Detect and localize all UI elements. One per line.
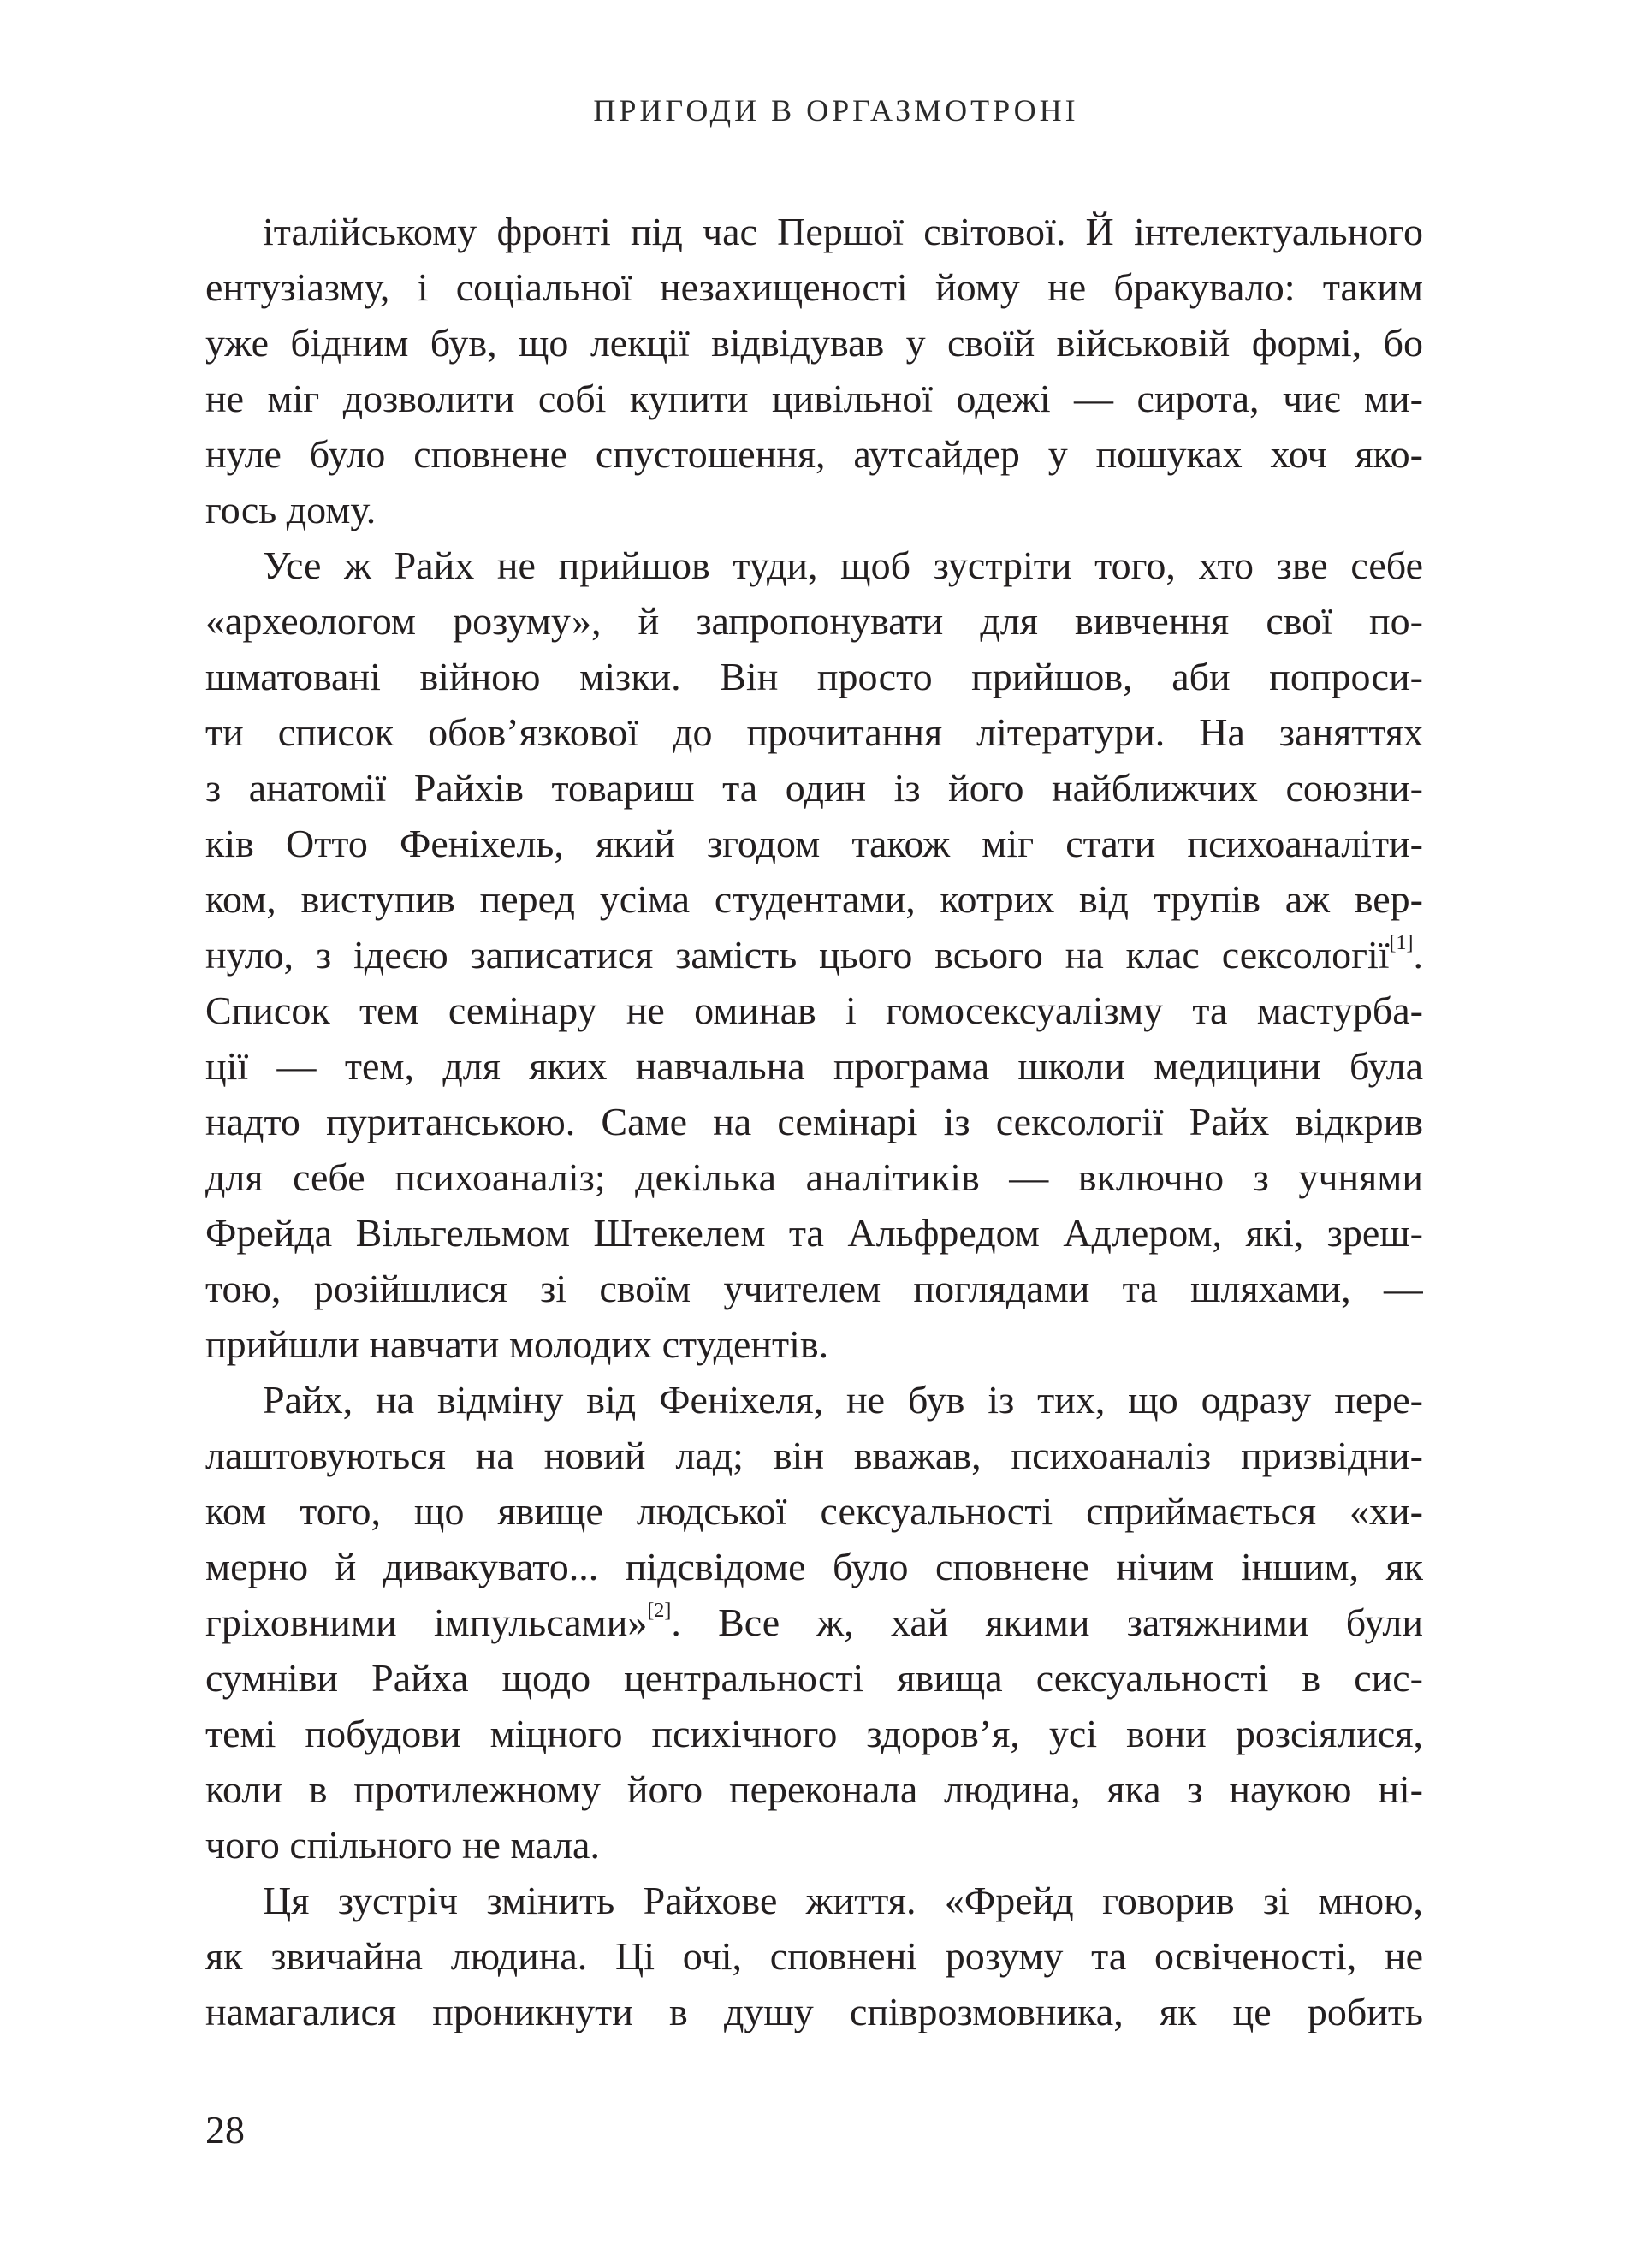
text-line: тою, розійшлися зі своїм учителем поглядами та шляхами, — (205, 1267, 1423, 1310)
text-line: сумніви Райха щодо центральності явища сексуальності в сис- (205, 1656, 1423, 1700)
line-text: . Все ж, хай якими затяжними були (671, 1600, 1423, 1644)
text-line: італійському фронті під час Першої світової. Й інтелектуального (263, 210, 1423, 253)
text-line: Фрейда Вільгельмом Штекелем та Альфредом Адлером, які, зреш- (205, 1211, 1423, 1255)
text-line: нуле було сповнене спустошення, аутсайдер у пошуках хоч яко- (205, 432, 1423, 476)
footnote-ref-2[interactable]: [2] (647, 1600, 672, 1622)
text-line: з анатомії Райхів товариш та один із його найближчих союзни- (205, 766, 1423, 810)
text-line: ком, виступив перед усіма студентами, котрих від трупів аж вер- (205, 877, 1423, 921)
text-line: уже бідним був, що лекції відвідував у своїй військовій формі, бо (205, 321, 1423, 365)
text-line: Райх, на відміну від Феніхеля, не був із тих, що одразу пере- (263, 1378, 1423, 1422)
text-line: ків Отто Феніхель, який згодом також міг стати психоаналіти- (205, 822, 1423, 865)
running-head: ПРИГОДИ В ОРГАЗМОТРОНІ (593, 93, 1079, 128)
text-line: коли в протилежному його переконала людина, яка з наукою ні- (205, 1767, 1423, 1811)
text-line: не міг дозволити собі купити цивільної одежі — сирота, чиє ми- (205, 377, 1423, 420)
footnote-ref-1[interactable]: [1] (1389, 932, 1414, 954)
line-text: нуло, з ідеєю записатися замість цього всього на клас сексології (205, 933, 1390, 977)
text-line: Ця зустріч змінить Райхове життя. «Фрейд говорив зі мною, (263, 1879, 1423, 1922)
paragraph-4 (205, 1873, 1423, 2039)
page-number: 28 (205, 2108, 245, 2152)
body-text (205, 204, 1423, 2039)
text-line: лаштовуються на новий лад; він вважав, психоаналіз призвідни- (205, 1434, 1423, 1477)
text-line: Список тем семінару не оминав і гомосексуалізму та мастурба- (205, 989, 1423, 1032)
text-line: гось дому. (205, 488, 377, 531)
line-text: . (1413, 933, 1423, 977)
text-line: ентузіазму, і соціальної незахищеності йому не бракувало: таким (205, 265, 1423, 309)
paragraph-1 (205, 204, 1423, 537)
text-line: темі побудови міцного психічного здоров’я, усі вони розсіялися, (205, 1712, 1423, 1755)
text-line: чого спільного не мала. (205, 1823, 600, 1867)
text-line: надто пуританською. Саме на семінарі із сексології Райх відкрив (205, 1100, 1423, 1143)
text-line: ти список обов’язкової до прочитання літератури. На заняттях (205, 710, 1423, 754)
text-line: шматовані війною мізки. Він просто прийшов, аби попроси- (205, 655, 1423, 698)
text-line: ції — тем, для яких навчальна програма школи медицини була (205, 1044, 1423, 1088)
text-line: як звичайна людина. Ці очі, сповнені розуму та освіченості, не (205, 1934, 1423, 1978)
text-line (205, 927, 1423, 983)
text-line: для себе психоаналіз; декілька аналітиків — включно з учнями (205, 1155, 1423, 1199)
text-line: ком того, що явище людської сексуальності сприймається «хи- (205, 1489, 1423, 1533)
paragraph-3 (205, 1372, 1423, 1873)
text-line: намагалися проникнути в душу співрозмовника, як це робить (205, 1990, 1423, 2033)
text-line: прийшли навчати молодих студентів. (205, 1322, 829, 1366)
text-line: мерно й дивакувато... підсвідоме було сповнене нічим іншим, як (205, 1545, 1423, 1588)
paragraph-2 (205, 537, 1423, 1372)
text-line (205, 1594, 1423, 1650)
line-text: гріховними імпульсами» (205, 1600, 648, 1644)
text-line: «археологом розуму», й запропонувати для вивчення свої по- (205, 599, 1423, 643)
text-line: Усе ж Райх не прийшов туди, щоб зустріти того, хто зве себе (263, 543, 1423, 587)
